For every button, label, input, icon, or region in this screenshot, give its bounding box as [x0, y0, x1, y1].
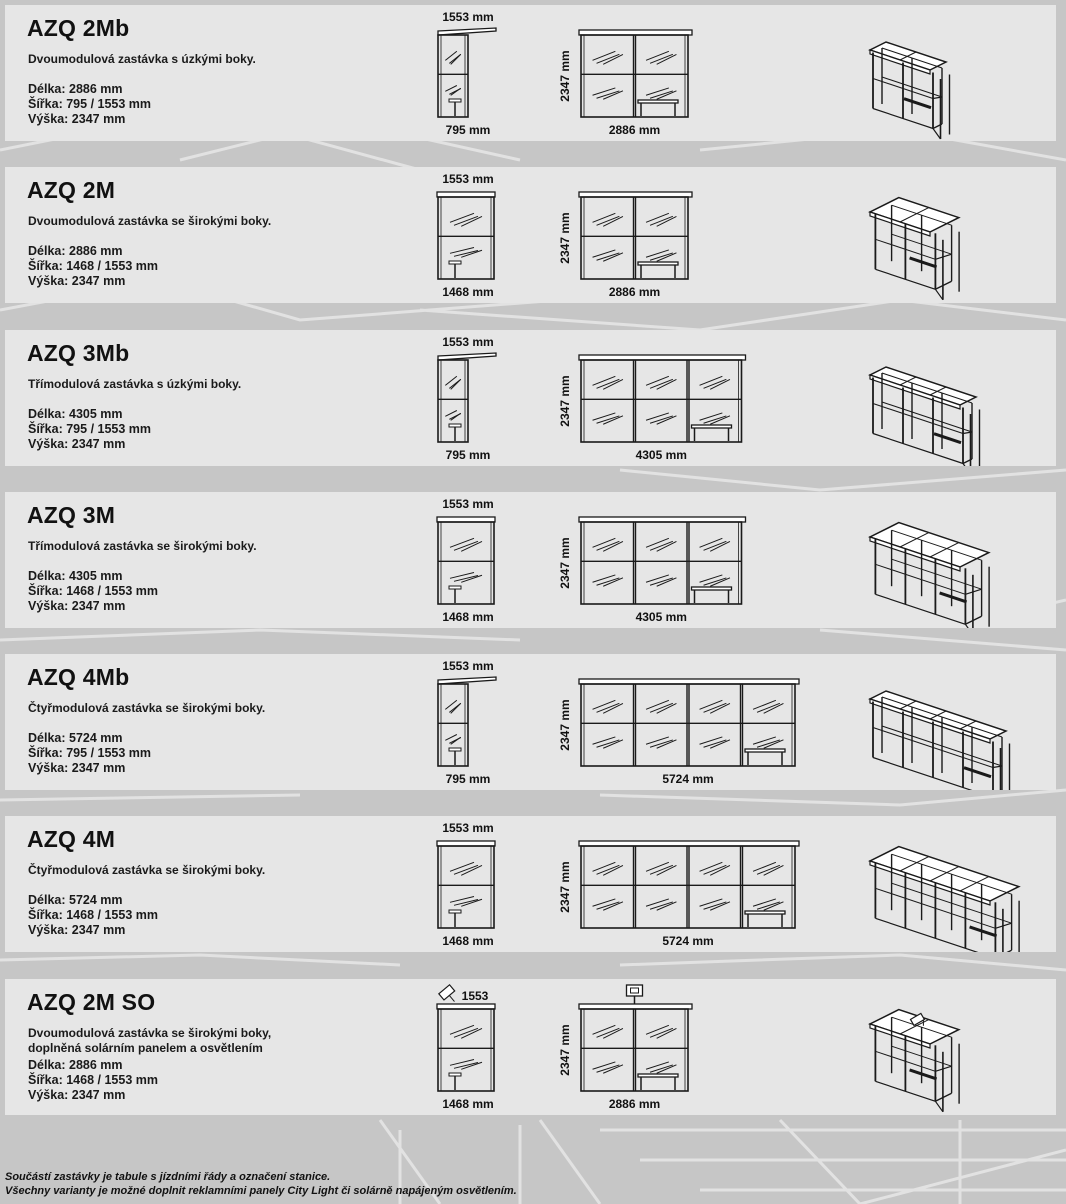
side-roof-dimension: 1553 mm — [442, 172, 494, 186]
spec-length — [28, 569, 158, 584]
side-view-drawing — [437, 517, 495, 604]
side-view-drawing — [437, 192, 495, 279]
front-view-drawing — [579, 517, 746, 604]
shelter-description-line: Dvoumodulová zastávka se širokými boky, — [28, 1026, 272, 1040]
shelter-specs — [28, 731, 151, 776]
shelter-description-line: Dvoumodulová zastávka s úzkými boky. — [28, 52, 256, 66]
front-view-drawing — [579, 30, 692, 117]
shelter-description-line: Třímodulová zastávka se širokými boky. — [28, 539, 257, 553]
front-view-drawing — [579, 841, 799, 928]
spec-length-value: 4305 mm — [69, 569, 123, 583]
front-length-dimension: 5724 mm — [662, 934, 714, 948]
spec-width — [28, 908, 158, 923]
spec-width-value: 795 / 1553 mm — [66, 746, 152, 760]
spec-length — [28, 893, 158, 908]
isometric-view-drawing — [870, 523, 989, 628]
shelter-description-line: Čtyřmodulová zastávka se širokými boky. — [28, 701, 266, 715]
front-length-dimension: 4305 mm — [635, 448, 687, 462]
spec-width-value: 795 / 1553 mm — [66, 422, 152, 436]
spec-height — [28, 761, 151, 776]
side-roof-dimension: 1553 mm — [442, 10, 494, 24]
spec-width-value: 1468 / 1553 mm — [66, 908, 158, 922]
side-roof-dimension: 1553 mm — [442, 335, 494, 349]
shelter-drawings — [5, 167, 1056, 303]
isometric-view-drawing — [870, 847, 1019, 952]
shelter-specs — [28, 893, 158, 938]
spec-height — [28, 112, 151, 127]
spec-width — [28, 422, 151, 437]
spec-height-value: 2347 mm — [71, 1088, 126, 1102]
spec-width — [28, 584, 158, 599]
spec-height-label: Výška: — [28, 761, 69, 775]
spec-width-label: Šířka: — [28, 584, 63, 598]
shelter-drawings — [5, 492, 1056, 628]
side-view-drawing — [438, 677, 496, 766]
side-base-dimension: 795 mm — [445, 448, 491, 462]
spec-length-label: Délka: — [28, 1058, 66, 1072]
side-roof-dimension: 1553 — [461, 989, 489, 1003]
spec-width — [28, 1073, 158, 1088]
spec-width-label: Šířka: — [28, 97, 63, 111]
front-length-dimension: 2886 mm — [608, 285, 661, 299]
spec-height-label: Výška: — [28, 437, 69, 451]
spec-length — [28, 1058, 158, 1073]
footer-line-1: Součástí zastávky je tabule s jízdními řády a označení stanice. — [5, 1171, 331, 1183]
isometric-view-drawing — [870, 367, 980, 466]
solar-panel-icon — [439, 985, 460, 1006]
shelter-specs — [28, 1058, 158, 1103]
front-length-dimension: 2886 mm — [608, 123, 661, 137]
shelter-model-title: AZQ 2M — [27, 177, 116, 203]
spec-height — [28, 274, 158, 289]
shelter-model-title: AZQ 2Mb — [27, 15, 130, 41]
spec-length-label: Délka: — [28, 731, 66, 745]
spec-height-value: 2347 mm — [71, 761, 126, 775]
shelter-card — [5, 167, 1056, 303]
side-base-dimension: 795 mm — [445, 772, 491, 786]
isometric-view-drawing — [870, 691, 1010, 790]
spec-width-label: Šířka: — [28, 259, 63, 273]
isometric-view-drawing — [870, 198, 959, 300]
shelter-description-line: doplněná solárním panelem a osvětlením — [28, 1041, 263, 1055]
spec-height-label: Výška: — [28, 1088, 69, 1102]
spec-height — [28, 437, 151, 452]
spec-height-label: Výška: — [28, 599, 69, 613]
shelter-description — [28, 701, 265, 716]
spec-height — [28, 599, 158, 614]
spec-length-label: Délka: — [28, 407, 66, 421]
light-fixture-icon — [627, 985, 643, 1004]
shelter-description — [28, 539, 257, 554]
spec-length-label: Délka: — [28, 82, 66, 96]
spec-height — [28, 923, 158, 938]
shelter-specs — [28, 82, 151, 127]
spec-width-value: 1468 / 1553 mm — [66, 1073, 158, 1087]
shelter-card — [5, 979, 1056, 1115]
spec-length-label: Délka: — [28, 244, 66, 258]
spec-width — [28, 259, 158, 274]
side-base-dimension: 1468 mm — [442, 934, 494, 948]
shelter-model-title: AZQ 3M — [27, 502, 116, 528]
isometric-view-drawing — [870, 1010, 959, 1112]
shelter-model-title: AZQ 4Mb — [27, 664, 130, 690]
front-view-drawing — [579, 192, 692, 279]
spec-width-value: 1468 / 1553 mm — [66, 259, 158, 273]
front-height-dimension: 2347 mm — [558, 1024, 572, 1076]
spec-length-value: 5724 mm — [69, 893, 123, 907]
shelter-description — [28, 863, 265, 878]
isometric-view-drawing — [870, 42, 950, 139]
front-height-dimension: 2347 mm — [558, 861, 572, 913]
spec-length-label: Délka: — [28, 569, 66, 583]
spec-height-value: 2347 mm — [71, 923, 126, 937]
shelter-specs — [28, 244, 158, 289]
side-roof-dimension: 1553 mm — [442, 821, 494, 835]
side-roof-dimension: 1553 mm — [442, 497, 494, 511]
spec-width-value: 1468 / 1553 mm — [66, 584, 158, 598]
shelter-description — [28, 214, 271, 229]
spec-length-value: 2886 mm — [69, 244, 123, 258]
spec-height-value: 2347 mm — [71, 112, 126, 126]
shelter-description-line: Čtyřmodulová zastávka se širokými boky. — [28, 863, 266, 877]
spec-length-value: 2886 mm — [69, 1058, 123, 1072]
spec-width-label: Šířka: — [28, 908, 63, 922]
spec-length — [28, 82, 151, 97]
spec-width — [28, 97, 151, 112]
shelter-drawings — [5, 816, 1056, 952]
spec-width-label: Šířka: — [28, 1073, 63, 1087]
spec-length — [28, 244, 158, 259]
shelter-specs — [28, 407, 151, 452]
side-view-drawing — [437, 841, 495, 928]
side-base-dimension: 1468 mm — [442, 610, 494, 624]
shelter-model-title: AZQ 4M — [27, 826, 116, 852]
front-length-dimension: 4305 mm — [635, 610, 687, 624]
front-view-drawing — [579, 679, 799, 766]
front-height-dimension: 2347 mm — [558, 212, 572, 264]
shelter-description-line: Dvoumodulová zastávka se širokými boky. — [28, 214, 272, 228]
spec-length-value: 4305 mm — [69, 407, 123, 421]
shelter-description — [28, 1026, 271, 1056]
shelter-specs — [28, 569, 158, 614]
footer-line-2: Všechny varianty je možné doplnit reklamními panely City Light či solárně napájeným osvětlením. — [5, 1185, 517, 1197]
spec-width — [28, 746, 151, 761]
shelter-description — [28, 52, 256, 67]
side-roof-dimension: 1553 mm — [442, 659, 494, 673]
shelter-drawings — [5, 5, 1056, 141]
side-base-dimension: 795 mm — [445, 123, 491, 137]
spec-width-label: Šířka: — [28, 422, 63, 436]
spec-length-label: Délka: — [28, 893, 66, 907]
shelter-card — [5, 816, 1056, 952]
shelter-drawings — [5, 330, 1056, 466]
shelter-description — [28, 377, 241, 392]
shelter-drawings — [5, 654, 1056, 790]
shelter-model-title: AZQ 3Mb — [27, 340, 130, 366]
spec-length-value: 5724 mm — [69, 731, 123, 745]
side-view-drawing — [438, 28, 496, 117]
front-length-dimension: 2886 mm — [608, 1097, 661, 1111]
shelter-card — [5, 5, 1056, 141]
shelter-model-title: AZQ 2M SO — [27, 989, 156, 1015]
spec-height-value: 2347 mm — [71, 274, 126, 288]
spec-height — [28, 1088, 158, 1103]
footer-note — [5, 1170, 517, 1198]
front-view-drawing — [579, 985, 692, 1091]
front-view-drawing — [579, 355, 746, 442]
shelter-card — [5, 330, 1056, 466]
spec-width-value: 795 / 1553 mm — [66, 97, 152, 111]
spec-height-label: Výška: — [28, 274, 69, 288]
spec-length-value: 2886 mm — [69, 82, 123, 96]
front-height-dimension: 2347 mm — [558, 537, 572, 589]
spec-width-label: Šířka: — [28, 746, 63, 760]
spec-height-label: Výška: — [28, 112, 69, 126]
spec-length — [28, 407, 151, 422]
front-length-dimension: 5724 mm — [662, 772, 714, 786]
shelter-description-line: Třímodulová zastávka s úzkými boky. — [28, 377, 242, 391]
front-height-dimension: 2347 mm — [558, 699, 572, 751]
shelter-card — [5, 492, 1056, 628]
side-view-drawing — [438, 353, 496, 442]
front-height-dimension: 2347 mm — [558, 50, 572, 102]
spec-height-label: Výška: — [28, 923, 69, 937]
spec-length — [28, 731, 151, 746]
shelter-card — [5, 654, 1056, 790]
side-base-dimension: 1468 mm — [442, 285, 494, 299]
spec-height-value: 2347 mm — [71, 437, 126, 451]
front-height-dimension: 2347 mm — [558, 375, 572, 427]
spec-height-value: 2347 mm — [71, 599, 126, 613]
side-base-dimension: 1468 mm — [442, 1097, 494, 1111]
